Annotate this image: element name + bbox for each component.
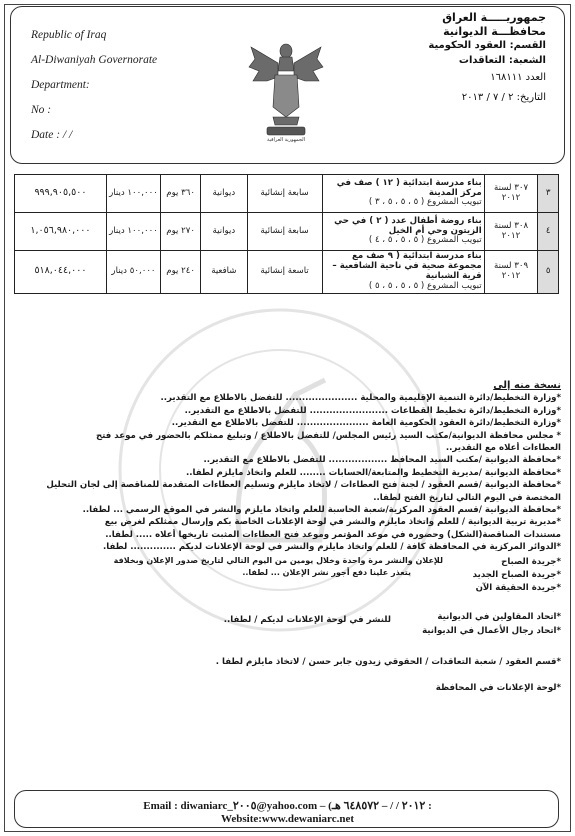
project-fee: ١٠٠,٠٠٠ دينار <box>106 175 160 213</box>
project-location: ديوانية <box>201 213 247 251</box>
project-index: ٣ <box>538 175 559 213</box>
project-description: بناء مدرسة ابتدائية ( ١٢ ) صف في مركز المدينة <box>336 177 482 198</box>
copy-recipient: *الدوائر المركزية في المحافظة كافة / للعلم واتخاذ مايلزم والنشر في لوحة الإعلانات لديكم .............. لطفا. <box>102 542 561 553</box>
footer-email: Email : diwaniarc_٢٠٠٥@yahoo.com – (٢٠١٢ / / – ٦٤٨٥٧٢ هـ : <box>143 800 432 812</box>
division-ar: الشعبة: التعاقدات <box>458 55 546 66</box>
project-grade: تاسعة إنشائية <box>247 251 322 294</box>
project-cost: ٩٩٩,٩٠٥,٥٠٠ <box>15 175 107 213</box>
number-en: No : <box>31 104 52 116</box>
project-row <box>15 175 559 213</box>
project-description-cell <box>322 213 484 251</box>
unions-block <box>21 610 561 644</box>
date-en: Date : / / <box>31 129 73 141</box>
department-en: Department: <box>31 79 90 91</box>
emblem-caption: الجمهورية العراقية <box>266 137 306 143</box>
copy-recipient: المختصة في اليوم التالي لتاريخ الفتح لطفا.. <box>373 492 561 503</box>
project-index: ٤ <box>538 213 559 251</box>
copy-recipient: * مجلس محافظة الديوانية/مكتب السيد رئيس المجلس/ للتفضل بالاطلاع / وتبليغ ممثلكم بالحضور في موعد فتح <box>95 430 561 441</box>
governorate-en: Al-Diwaniyah Governorate <box>31 54 158 66</box>
project-row <box>15 251 559 294</box>
copy-recipient: مستندات المناقصة(الشكل) وحضوره في موعد المؤتمر وموعد فتح العطاءات المثبت تاريخها أعلاه ..... لطفا.. <box>105 529 561 540</box>
letterhead <box>10 6 565 164</box>
union-item: *اتحاد رجال الأعمال في الديوانية <box>422 625 561 636</box>
newspapers-block <box>21 556 561 600</box>
project-description-cell <box>322 175 484 213</box>
contracts-line: *قسم العقود / شعبة التعاقدات / الحقوقي زيدون جابر حسن / لاتخاذ مايلزم لطفا . <box>215 656 561 667</box>
copy-recipient: *مديرية تربية الديوانية / للعلم واتخاذ مايلزم والنشر في لوحة الإعلانات الخاصة بكم وإرسال ممثلكم لغرض بيع <box>104 517 561 528</box>
project-classification: تبويب المشروع ( ٥ ، ٥ ، ٥ ، ٥ ) <box>368 280 482 291</box>
copy-recipient: *وزارة التخطيط/دائرة تخطيط القطاعات ........................ للتفضل بالاطلاع مع التقدير.. <box>184 405 561 416</box>
project-grade: سابعة إنشائية <box>247 213 322 251</box>
projects-table <box>14 174 559 294</box>
project-location: ديوانية <box>201 175 247 213</box>
unions-note: للنشر في لوحة الإعلانات لديكم / لطفا.. <box>223 614 391 625</box>
copies-list <box>21 392 561 553</box>
copy-recipient: *وزارة التخطيط/دائرة العقود الحكومية العامة ...................... للتفضل بالاطلاع مع التقدير.. <box>171 418 561 429</box>
project-duration: ٣٦٠ يوم <box>161 175 201 213</box>
eagle-emblem-icon <box>247 37 325 145</box>
project-location: شافعية <box>201 251 247 294</box>
newspaper-item: *جريدة الحقيقة الآن <box>475 582 561 593</box>
project-description: بناء روضة أطفال عدد ( ٢ ) في حي الزيتون وحي أم الخيل <box>334 215 482 236</box>
newspapers-note-1: للإعلان والنشر مرة واحدة وخلال يومين من اليوم التالي لتاريخ صدور الإعلان وبخلافة <box>113 555 443 565</box>
newspapers-note-2: يتعذر علينا دفع أجور نشر الإعلان ... لطفا.. <box>242 567 411 577</box>
newspaper-item: *جريدة الصباح <box>501 556 561 567</box>
project-fee: ١٠٠,٠٠٠ دينار <box>106 213 160 251</box>
union-item: *اتحاد المقاولين في الديوانية <box>437 611 561 622</box>
copies-title: نسخة منه إلى <box>493 380 561 391</box>
governorate-ar: محافظـــة الديوانية <box>443 25 546 38</box>
project-index: ٥ <box>538 251 559 294</box>
project-description-cell <box>322 251 484 294</box>
copies-section <box>21 380 561 695</box>
unions-list <box>422 610 561 638</box>
copy-recipient: العطاءات أعلاه مع التقدير.. <box>445 443 561 454</box>
project-fee: ٥٠,٠٠٠ دينار <box>106 251 160 294</box>
project-number: ٣٠٨ لسنة ٢٠١٢ <box>484 213 538 251</box>
project-cost: ١,٠٥٦,٩٨٠,٠٠٠ <box>15 213 107 251</box>
project-grade: سابعة إنشائية <box>247 175 322 213</box>
project-classification: تبويب المشروع ( ٥ ، ٥ ، ٥ ، ٤ ) <box>368 235 482 246</box>
project-duration: ٢٤٠ يوم <box>161 251 201 294</box>
project-description: بناء مدرسة ابتدائية ( ٩ صف مع مجموعة صحية في ناحية الشافعية – قرية الشبانية <box>332 251 482 281</box>
project-cost: ٥١٨,٠٤٤,٠٠٠ <box>15 251 107 294</box>
footer-box <box>14 790 559 828</box>
copy-recipient: *محافظة الديوانية /مديرية التخطيط والمتابعة/الحسابات ........ للعلم واتخاذ مايلزم لطفا.. <box>185 467 561 478</box>
date-ar: التاريخ: ٢ / ٧ / ٢٠١٣ <box>461 92 546 103</box>
newspapers-list <box>473 556 561 595</box>
footer-website: Website:www.dewaniarc.net <box>220 813 354 825</box>
project-row <box>15 213 559 251</box>
section-ar: القسم: العقود الحكومية <box>428 40 546 51</box>
number-ar: العدد ١٦٨١١١ <box>490 72 546 83</box>
board-line: *لوحة الإعلانات في المحافظة <box>435 683 561 694</box>
project-duration: ٢٧٠ يوم <box>161 213 201 251</box>
copy-recipient: *محافظة الديوانية /قسم العقود المركزية/شعبة الحاسبة للعلم واتخاذ مايلزم والنشر في الموقع الرسمي ... لطفا.. <box>82 505 561 516</box>
project-classification: تبويب المشروع ( ٥ ، ٥ ، ٥ ، ٣ ) <box>368 197 482 208</box>
project-number: ٣٠٧ لسنة ٢٠١٢ <box>484 175 538 213</box>
copy-recipient: *محافظة الديوانية /مكتب السيد المحافظ .................. للتفضل بالاطلاع مع التقدير.. <box>203 455 561 466</box>
copy-recipient: *وزارة التخطيط/دائرة التنمية الإقليمية والمحلية ...................... للتفضل بالاطلاع مع التقدير.. <box>160 393 561 404</box>
copy-recipient: *محافظة الديوانية /قسم العقود / لجنة فتح العطاءات / لاتخاذ مايلزم وتسليم العطاءات المتقدمة للمناقصة إلى لجان التحليل <box>46 480 561 491</box>
project-number: ٣٠٩ لسنة ٢٠١٢ <box>484 251 538 294</box>
newspaper-item: *جريدة الصباح الجديد <box>472 569 561 580</box>
republic-en: Republic of Iraq <box>31 29 107 41</box>
republic-ar: جمهوريـــــة العراق <box>442 11 546 24</box>
